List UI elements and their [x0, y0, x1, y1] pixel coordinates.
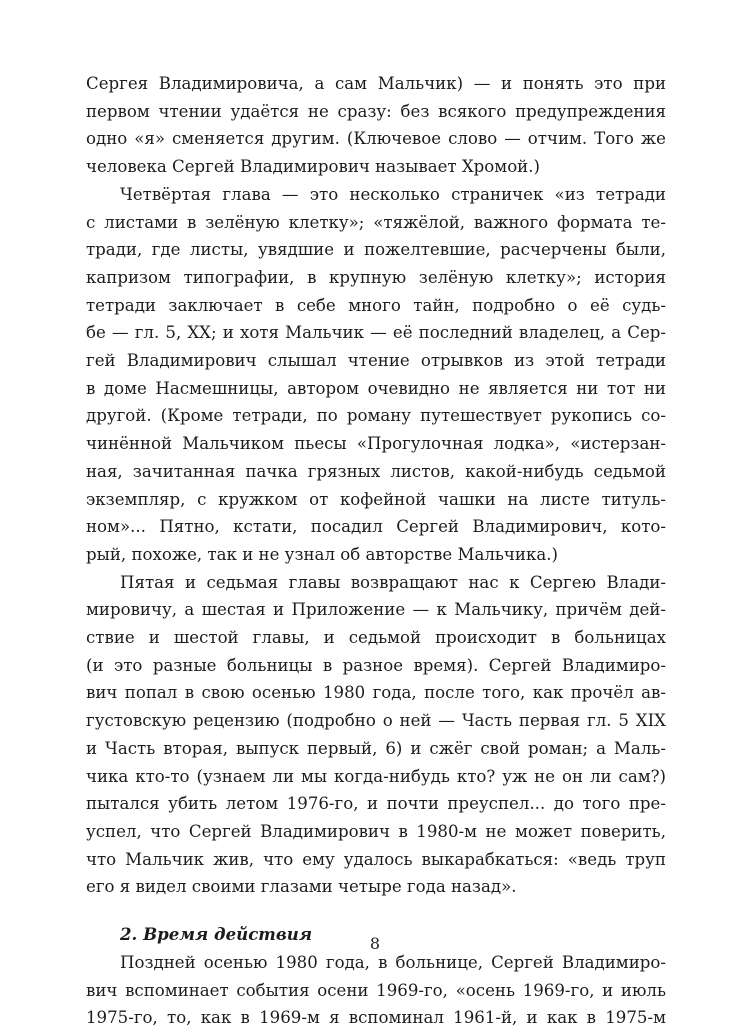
text-line: Поздней осенью 1980 года, в больнице, Сергей Владимиро-: [120, 952, 666, 972]
text-line: с листами в зелёную клетку»; «тяжёлой, важного формата те-: [86, 212, 666, 232]
text-line: ном»... Пятно, кстати, посадил Сергей Владимирович, кото-: [86, 517, 666, 537]
text-line: человека Сергей Владимирович называет Хромой.): [86, 157, 540, 177]
text-line: другой. (Кроме тетради, по роману путешествует рукопись со-: [86, 406, 666, 426]
text-line: 1975-го, то, как в 1969-м я вспоминал 1961-й, и как в 1975-м: [86, 1008, 666, 1028]
text-line: Четвёртая глава — это несколько страничек «из тетради: [120, 184, 666, 204]
text-line: Сергея Владимировича, а сам Мальчик) — и понять это при: [86, 74, 666, 93]
text-line: вич вспоминает события осени 1969-го, «осень 1969-го, и июль: [86, 980, 666, 1000]
paragraph: [86, 569, 666, 901]
text-line: тетради заключает в себе много тайн, подробно о её судь-: [86, 295, 666, 315]
text-line: его я видел своими глазами четыре года назад».: [86, 877, 517, 897]
text-line: бе — гл. 5, XX; и хотя Мальчик — её последний владелец, а Сер-: [86, 323, 666, 343]
text-line: капризом типографии, в крупную зелёную клетку»; история: [86, 267, 666, 287]
section-gap: [86, 901, 666, 921]
paragraph: [86, 181, 666, 569]
text-line: экземпляр, с кружком от кофейной чашки на листе титуль-: [86, 489, 666, 509]
paragraph: [86, 949, 666, 1032]
text-line: ствие и шестой главы, и седьмой происходит в больницах: [86, 628, 666, 648]
text-line: вич попал в свою осенью 1980 года, после того, как прочёл ав-: [86, 683, 666, 703]
text-line: что Мальчик жив, что ему удалось выкарабкаться: «ведь труп: [86, 849, 666, 869]
text-line: первом чтении удаётся не сразу: без всякого предупреждения: [86, 101, 666, 121]
text-line: и Часть вторая, выпуск первый, 6) и сжёг свой роман; а Маль-: [86, 738, 666, 758]
text-line: чика кто-то (узнаем ли мы когда-нибудь кто? уж не он ли сам?): [86, 766, 666, 786]
text-body: [86, 70, 666, 1032]
text-line: пытался убить летом 1976-го, и почти преуспел... до того пре-: [86, 794, 666, 814]
text-line: Пятая и седьмая главы возвращают нас к Сергею Влади-: [120, 572, 666, 592]
text-line: одно «я» сменяется другим. (Ключевое слово — отчим. Того же: [86, 129, 666, 149]
text-line: тради, где листы, увядшие и пожелтевшие, расчерчены были,: [86, 240, 666, 260]
text-line: чинённой Мальчиком пьесы «Прогулочная лодка», «истерзан-: [86, 434, 666, 454]
text-line: рый, похоже, так и не узнал об авторстве Мальчика.): [86, 544, 558, 564]
paragraph: [86, 70, 666, 181]
section-heading: 2. Время действия: [120, 924, 313, 945]
text-line: мировичу, а шестая и Приложение — к Мальчику, причём дей-: [86, 600, 666, 620]
text-line: густовскую рецензию (подробно о ней — Часть первая гл. 5 XIX: [86, 711, 666, 731]
text-line: (и это разные больницы в разное время). Сергей Владимиро-: [86, 655, 666, 675]
page-number: 8: [369, 934, 381, 953]
text-line: в доме Насмешницы, автором очевидно не является ни тот ни: [86, 378, 666, 398]
text-line: ная, зачитанная пачка грязных листов, какой-нибудь седьмой: [86, 461, 666, 481]
text-line: гей Владимирович слышал чтение отрывков из этой тетради: [86, 351, 666, 371]
text-line: успел, что Сергей Владимирович в 1980-м не может поверить,: [86, 821, 666, 841]
